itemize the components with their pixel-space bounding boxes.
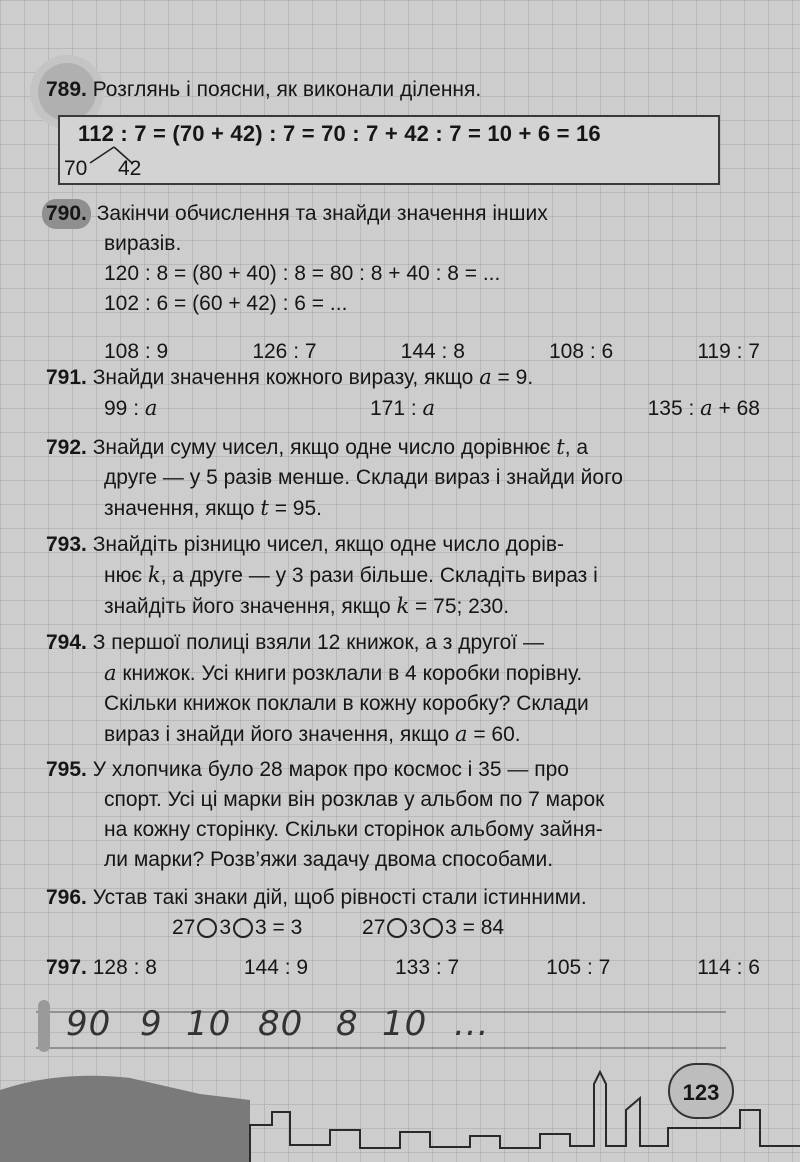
handwritten-number: ... [454,1004,490,1044]
expression: 102 : 6 = (60 + 42) : 6 = ... [104,292,348,315]
expression-item: 135 : a + 68 [647,396,760,420]
task-text: Знайди значення кожного виразу, якщо [92,366,480,389]
task-line: значення, якщо t = 95. [104,496,323,520]
expression-item: 171 : a [369,396,436,420]
split-part-1: 70 [64,157,88,180]
task-789 [46,75,760,105]
task-line: виразів. [104,232,182,255]
page-number: 123 [668,1063,734,1119]
task-797 [46,953,760,983]
handwritten-number: 10 [186,1004,232,1044]
task-line: a книжок. Усі книги розклали в 4 коробки порівну. [104,661,583,685]
task-text: Розглянь і поясни, як виконали ділення. [92,78,482,101]
handwritten-number: 80 [258,1004,304,1044]
split-part-2: 42 [118,157,142,180]
expression-list [46,393,760,424]
task-line: на кожну сторінку. Скільки сторінок альбому зайня- [104,818,603,841]
expression-item: 99 : a [104,396,158,420]
task-791 [46,362,760,424]
expression-list [46,953,760,983]
task-line: Закінчи обчислення та знайди значення інших [96,202,548,225]
operator-circle-icon[interactable] [233,918,253,938]
equation-row: 27 3 3 = 3 27 3 3 = 84 [172,916,505,939]
operator-circle-icon[interactable] [423,918,443,938]
task-796: 796. Устав такі знаки дій, щоб рівності стали істинними. 27 3 3 = 3 27 3 3 = 84 [46,883,760,943]
task-line: вираз і знайди його значення, якщо a = 60. [104,722,521,746]
operator-circle-icon[interactable] [387,918,407,938]
task-line: знайдіть його значення, якщо k = 75; 230. [104,594,510,618]
handwritten-number: 90 [66,1004,112,1044]
expression-item: 144 : 8 [400,340,465,363]
task-number: 789. [46,78,87,101]
expression: 120 : 8 = (80 + 40) : 8 = 80 : 8 + 40 : 8 = ... [104,262,501,285]
task-text: = 9. [491,366,534,389]
expression-item: 108 : 6 [548,340,614,363]
task-number: 792. [46,436,87,459]
expression-item: 128 : 8 [92,956,157,979]
example-equation: 112 : 7 = (70 + 42) : 7 = 70 : 7 + 42 : 7 = 10 + 6 = 16 [78,121,601,146]
task-number: 794. [46,631,87,654]
task-line: Скільки книжок поклали в кожну коробку? Склади [104,692,589,715]
task-number: 793. [46,533,87,556]
task-number: 790. [42,199,91,229]
handwritten-number: 10 [382,1004,428,1044]
expression-item: 105 : 7 [546,956,611,979]
task-line: нює k, а друге — у 3 рази більше. Складіть вираз і [104,563,598,587]
operator-circle-icon[interactable] [197,918,217,938]
variable: a [479,365,492,389]
task-number: 796. [46,886,87,909]
task-number: 797. [46,956,87,979]
task-number: 795. [46,758,87,781]
task-line: спорт. Усі ці марки він розклав у альбом по 7 марок [104,788,605,811]
task-line: ли марки? Розв’яжи задачу двома способами. [104,848,554,871]
expression-item: 114 : 6 [697,956,760,979]
expression-item: 108 : 9 [104,340,169,363]
expression-item: 126 : 7 [252,340,317,363]
expression-item: 144 : 9 [243,956,309,979]
task-793: 793. Знайдіть різницю чисел, якщо одне число дорів- нює k, а друге — у 3 рази більше. Складіть вираз і знайдіть його значення, якщо k = 75; 230. [46,530,760,622]
example-box [58,115,720,185]
task-794: 794. З першої полиці взяли 12 книжок, а з другої — a книжок. Усі книги розклали в 4 коробки порівну. Скільки книжок поклали в кожну коробку? Склади вираз і знайди його значення, якщо a = 60. [46,628,760,750]
expression-item: 133 : 7 [395,956,460,979]
expression-item: 119 : 7 [697,340,760,363]
handwritten-number: 8 [336,1004,359,1044]
handwritten-number: 9 [140,1004,163,1044]
task-number: 791. [46,366,87,389]
task-790 [46,199,760,367]
task-792: 792. Знайди суму чисел, якщо одне число дорівнює t, а друге — у 5 разів менше. Склади вираз і знайди його значення, якщо t = 95. [46,432,760,524]
task-795: 795. У хлопчика було 28 марок про космос і 35 — про спорт. Усі ці марки він розклав у альбом по 7 марок на кожну сторінку. Скільки сторінок альбому зайня- ли марки? Розв’яжи задачу двома способами. [46,755,760,875]
task-line: друге — у 5 разів менше. Склади вираз і знайди його [104,466,623,489]
